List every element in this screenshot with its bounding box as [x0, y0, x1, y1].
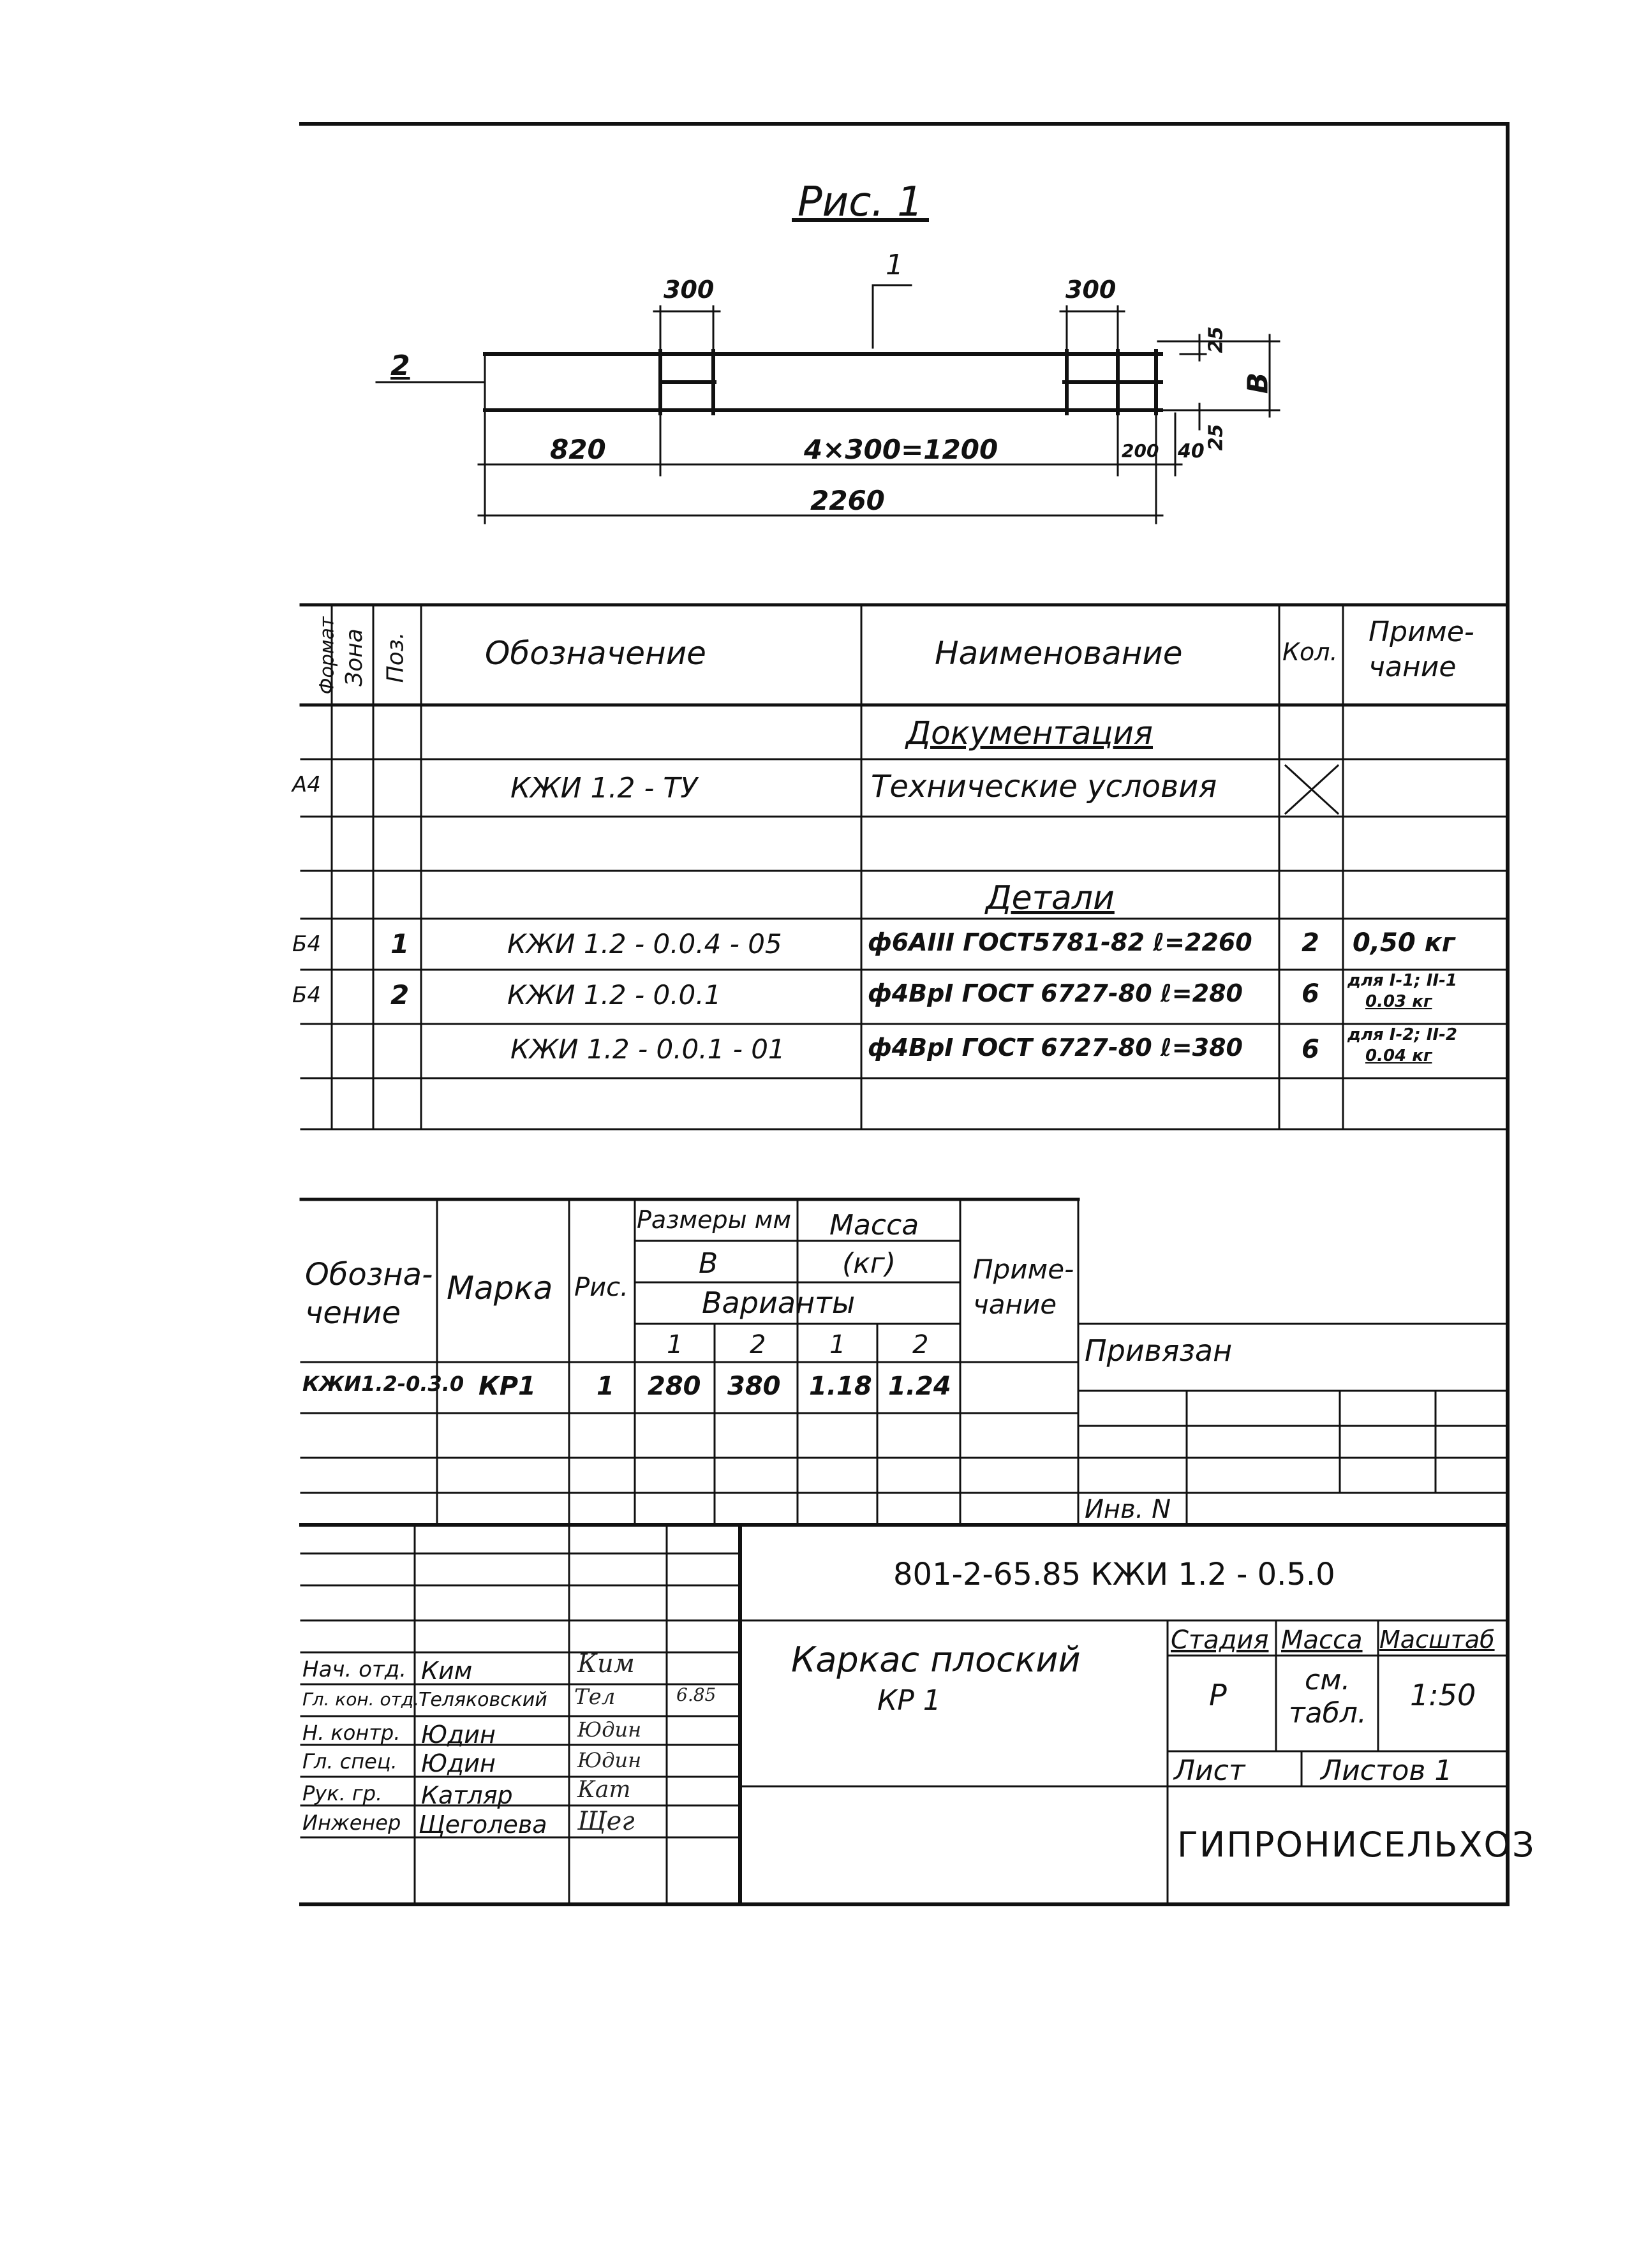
spec-row-designation: КЖИ 1.2 - 0.0.1 - 01 [510, 1034, 785, 1065]
dim-820: 820 [550, 434, 606, 465]
dim-300-right: 300 [1065, 276, 1117, 304]
dim-B: В [1242, 372, 1275, 394]
variant-number: 2 [750, 1330, 766, 1360]
scale-value: 1:50 [1410, 1678, 1476, 1712]
variants-header-note2: чание [973, 1289, 1057, 1320]
signature: Юдин [577, 1748, 642, 1772]
variants-header-designation2: чение [305, 1295, 401, 1331]
spec-row-note: для I-2; II-2 [1347, 1025, 1458, 1044]
staff-role: Рук. гр. [302, 1781, 383, 1805]
dim-200: 200 [1122, 440, 1159, 461]
signature: Щег [577, 1807, 635, 1836]
mass-value-line2: табл. [1289, 1697, 1367, 1730]
scale-header: Масштаб [1379, 1626, 1495, 1654]
spec-row-note: 0,50 кг [1353, 928, 1455, 958]
staff-role: Инженер [302, 1811, 401, 1835]
variants-row-b1: 280 [648, 1372, 701, 1401]
figure-frame [376, 220, 1279, 523]
dim-2260: 2260 [810, 485, 885, 516]
spec-header-zone: Зона [341, 628, 367, 686]
variant-number: 2 [912, 1330, 929, 1360]
variants-header-variants: Варианты [702, 1286, 856, 1320]
dim-25-bottom: 25 [1205, 424, 1228, 451]
variants-row-designation: КЖИ1.2-0.3.0 [302, 1372, 464, 1396]
variant-number: 1 [829, 1330, 846, 1360]
figure-label-pos1: 1 [886, 249, 903, 281]
spec-section-parts: Детали [986, 879, 1115, 917]
binding-label: Привязан [1085, 1333, 1233, 1368]
inventory-number-label: Инв. N [1085, 1495, 1171, 1524]
spec-row-name: ф4ВрI ГОСТ 6727-80 ℓ=380 [868, 1034, 1243, 1062]
spec-header-format: Формат [316, 616, 339, 695]
variants-row-mark: КР1 [479, 1372, 536, 1401]
staff-role: Гл. спец. [302, 1749, 397, 1774]
spec-row-designation: КЖИ 1.2 - 0.0.4 - 05 [507, 928, 782, 960]
variants-header-fig: Рис. [574, 1273, 628, 1302]
spec-row-qty: 6 [1302, 1035, 1319, 1064]
staff-name: Ким [421, 1657, 473, 1685]
spec-row-pos: 1 [390, 928, 410, 960]
organization-name: ГИПРОНИСЕЛЬХОЗ [1177, 1825, 1536, 1865]
spec-row-pos: 2 [390, 979, 410, 1011]
variants-header-dims: Размеры мм [637, 1206, 791, 1234]
variants-header-designation1: Обозна- [305, 1257, 433, 1293]
staff-name: Теляковский [419, 1689, 547, 1711]
variants-row-m2: 1.24 [888, 1372, 951, 1401]
dim-25-top: 25 [1205, 326, 1228, 353]
dim-300-left: 300 [664, 276, 715, 304]
variant-number: 1 [667, 1330, 683, 1360]
spec-row-format: Б4 [292, 931, 321, 957]
signature: Юдин [577, 1717, 642, 1742]
variants-header-B: В [699, 1247, 718, 1280]
staff-name: Катляр [421, 1781, 513, 1809]
variants-row-fig: 1 [597, 1372, 614, 1401]
spec-row-qty: 6 [1302, 979, 1319, 1009]
staff-role: Н. контр. [302, 1721, 401, 1745]
variants-row-m1: 1.18 [809, 1372, 872, 1401]
spec-header-name: Наименование [935, 635, 1183, 672]
dim-40: 40 [1178, 440, 1205, 463]
spec-row-note2: 0.03 кг [1365, 992, 1432, 1011]
spec-header-qty: Кол. [1282, 638, 1338, 666]
mass-header: Масса [1281, 1626, 1363, 1655]
variants-header-mark: Марка [447, 1270, 553, 1307]
spec-row-format: Б4 [292, 982, 321, 1008]
spec-doc-name: Технические условия [871, 769, 1217, 804]
variants-row-b2: 380 [727, 1372, 781, 1401]
spec-header-note1: Приме- [1369, 616, 1474, 648]
document-code: 801-2-65.85 КЖИ 1.2 - 0.5.0 [893, 1557, 1335, 1592]
figure-title: Рис. 1 [798, 179, 923, 226]
spec-doc-designation: КЖИ 1.2 - ТУ [510, 772, 698, 804]
staff-role: Гл. кон. отд. [302, 1689, 420, 1710]
spec-row-note: для I-1; II-1 [1347, 971, 1458, 990]
spec-section-docs: Документация [906, 715, 1153, 752]
spec-row-designation: КЖИ 1.2 - 0.0.1 [507, 979, 722, 1011]
drawing-name-line2: КР 1 [877, 1684, 941, 1717]
spec-header-designation: Обозначение [485, 635, 706, 672]
dim-1200: 4×300=1200 [804, 434, 998, 465]
spec-row-name: ф4ВрI ГОСТ 6727-80 ℓ=280 [868, 979, 1243, 1007]
spec-header-note2: чание [1369, 651, 1457, 683]
sheet-label: Лист [1174, 1754, 1245, 1787]
figure-label-pos2: 2 [390, 350, 410, 382]
variants-table-lines [301, 1199, 1508, 1525]
spec-header-pos: Поз. [382, 632, 409, 683]
stage-value: Р [1209, 1678, 1227, 1712]
staff-role: Нач. отд. [302, 1657, 407, 1682]
spec-row-name: ф6АIII ГОСТ5781-82 ℓ=2260 [868, 928, 1252, 956]
signature: Тел [574, 1684, 616, 1710]
signature: Ким [577, 1649, 635, 1679]
sheets-count: Листов 1 [1321, 1754, 1453, 1787]
variants-header-mass2: (кг) [842, 1247, 896, 1280]
staff-name: Юдин [421, 1749, 496, 1777]
signature: Кат [577, 1777, 631, 1803]
drawing-name-line1: Каркас плоский [791, 1640, 1081, 1680]
spec-row-qty: 2 [1302, 928, 1319, 958]
stage-header: Стадия [1171, 1626, 1269, 1655]
spec-row-note2: 0.04 кг [1365, 1046, 1432, 1065]
variants-header-note1: Приме- [973, 1254, 1074, 1285]
staff-name: Щеголева [419, 1811, 547, 1839]
signature-date: 6.85 [676, 1684, 716, 1705]
staff-name: Юдин [421, 1721, 496, 1749]
spec-doc-format: А4 [292, 772, 321, 797]
mass-value-line1: см. [1305, 1664, 1351, 1696]
variants-header-mass1: Масса [829, 1209, 919, 1241]
